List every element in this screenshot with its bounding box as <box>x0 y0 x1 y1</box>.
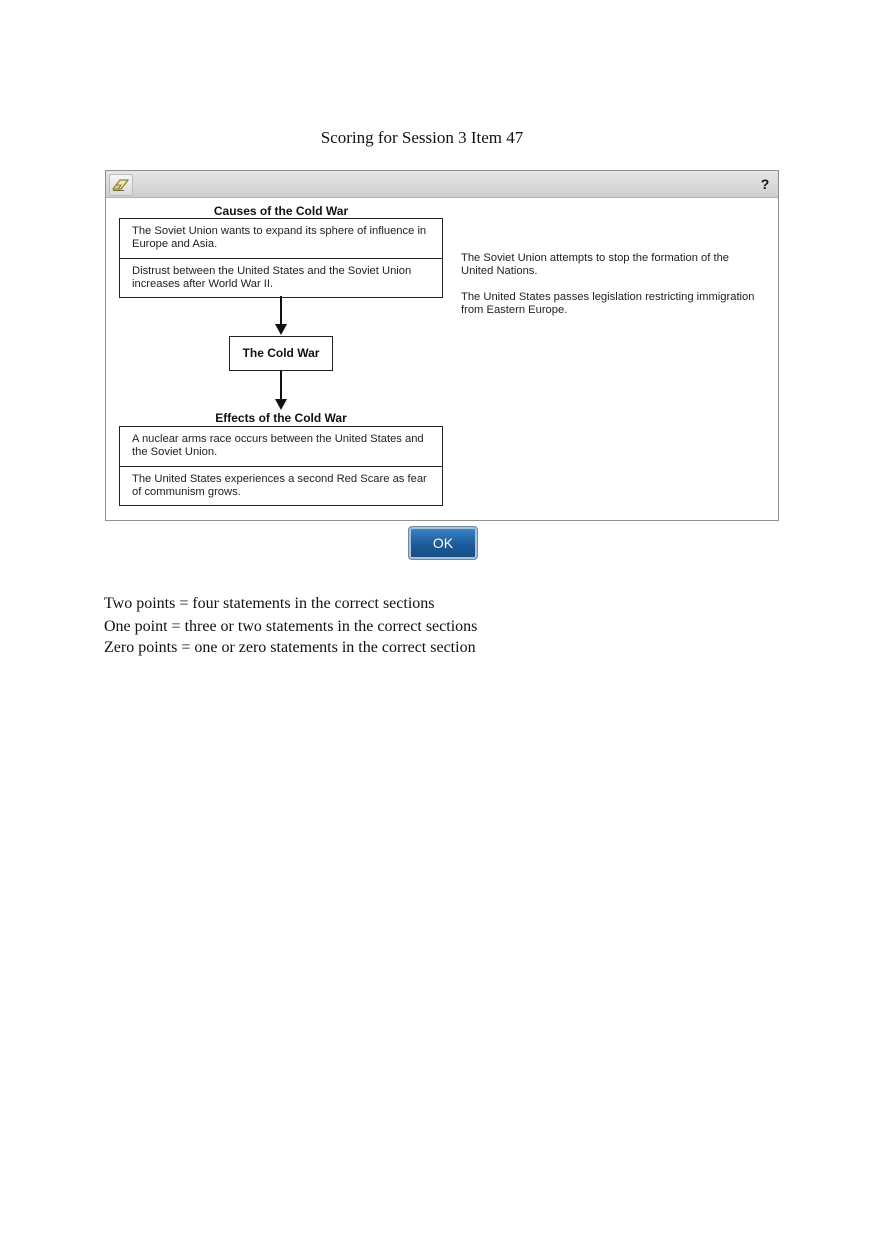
help-button[interactable]: ? <box>760 176 770 192</box>
cause-statement[interactable]: The Soviet Union wants to expand its sphere of influence in Europe and Asia. <box>132 225 427 250</box>
effects-heading: Effects of the Cold War <box>215 411 347 425</box>
causes-heading: Causes of the Cold War <box>213 204 349 218</box>
arrow-down-icon <box>275 296 287 336</box>
effect-statement[interactable]: The United States experiences a second Red Scare as fear of communism grows. <box>120 466 442 505</box>
rubric-line: One point = three or two statements in the correct sections <box>104 618 478 635</box>
cause-statement[interactable]: Distrust between the United States and the Soviet Union increases after World War II. <box>120 258 442 297</box>
rubric-line: Two points = four statements in the correct sections <box>104 595 435 612</box>
unused-option[interactable]: The United States passes legislation restricting immigration from Eastern Europe. <box>461 291 755 316</box>
toolbar <box>106 171 778 198</box>
unused-option[interactable]: The Soviet Union attempts to stop the formation of the United Nations. <box>461 252 730 277</box>
eraser-icon <box>112 177 130 192</box>
effects-drop-zone[interactable] <box>119 426 443 506</box>
page-title: Scoring for Session 3 Item 47 <box>320 128 524 147</box>
effect-statement[interactable]: A nuclear arms race occurs between the United States and the Soviet Union. <box>132 433 424 458</box>
cold-war-box: The Cold War <box>229 336 333 371</box>
eraser-button[interactable] <box>109 174 133 196</box>
rubric-line: Zero points = one or zero statements in the correct section <box>104 639 476 656</box>
causes-drop-zone[interactable] <box>119 218 443 298</box>
ok-button[interactable]: OK <box>408 526 478 560</box>
item-frame <box>105 170 779 521</box>
arrow-down-icon <box>275 371 287 411</box>
